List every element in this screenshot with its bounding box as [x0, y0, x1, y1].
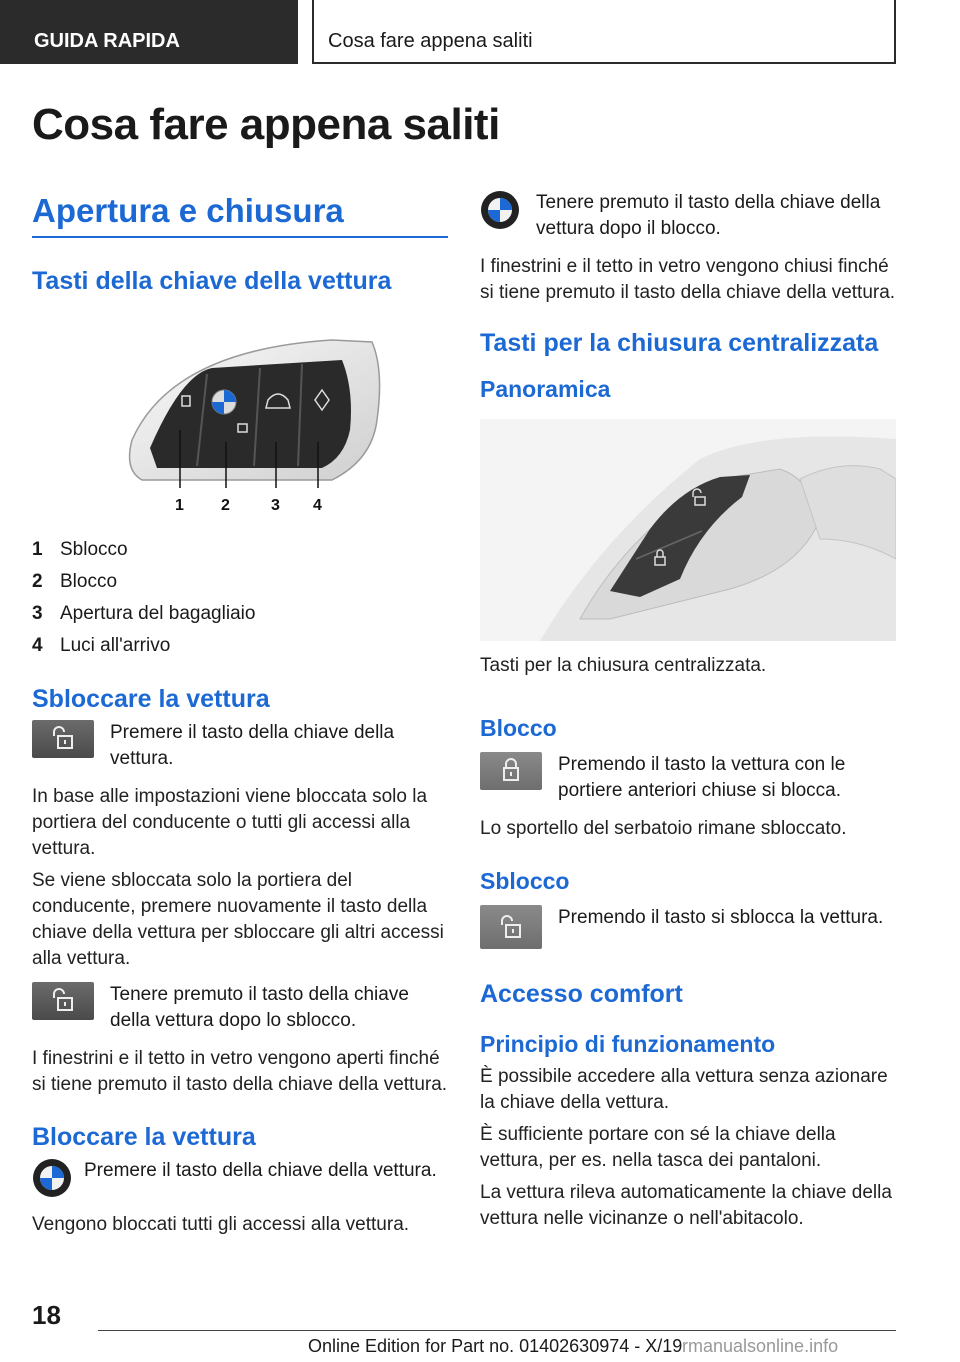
sblocco-heading: Sblocco	[480, 868, 570, 894]
legend-item	[32, 630, 448, 662]
key-buttons-heading: Tasti della chiave della vettura	[32, 267, 392, 295]
figure-number-1: 1	[175, 497, 184, 514]
unlock-paragraph-2: Se viene sbloccata solo la portiera del conducente, premere nuovamente il tasto della chiave della vettura per sbloccare gli altri accessi alla vettura.	[32, 870, 444, 969]
page-number: 18	[32, 1300, 61, 1330]
section-heading-apertura: Apertura e chiusura	[32, 192, 448, 238]
blocco-step	[480, 752, 896, 804]
legend-num: 2	[32, 571, 43, 592]
sblocco-step	[480, 905, 896, 949]
unlock-heading: Sbloccare la vettura	[32, 685, 270, 713]
key-legend	[32, 534, 448, 662]
overview-heading: Panoramica	[480, 376, 611, 402]
comfort-paragraph-3: La vettura rileva automaticamente la chiave della vettura nelle vicinanze o nell'abitacolo.	[480, 1182, 892, 1229]
legend-label: Luci all'arrivo	[60, 635, 171, 656]
central-locking-photo	[480, 419, 896, 641]
key-fob-image	[32, 330, 448, 520]
unlock-step-1	[32, 720, 448, 772]
central-locking-heading: Tasti per la chiusura centralizzata	[480, 329, 879, 357]
blocco-step-text: Premendo il tasto la vettura con le portiere anteriori chiuse si blocca.	[558, 754, 846, 801]
lock-hold-paragraph: I finestrini e il tetto in vetro vengono chiusi finché si tiene premuto il tasto della chiave della vettura.	[480, 256, 896, 303]
unlock-paragraph-1: In base alle impostazioni viene bloccata solo la portiera del conducente o tutti gli accessi alla vettura.	[32, 786, 428, 859]
lock-hold-step	[480, 190, 896, 242]
unlock-step-2	[32, 982, 448, 1034]
legend-label: Blocco	[60, 571, 118, 592]
door-panel-image	[480, 419, 896, 641]
legend-item	[32, 598, 448, 630]
legend-num: 1	[32, 539, 43, 560]
comfort-paragraph-1: È possibile accedere alla vettura senza azionare la chiave della vettura.	[480, 1066, 888, 1113]
comfort-paragraph-2: È sufficiente portare con sé la chiave della vettura, per es. nella tasca dei pantaloni.	[480, 1124, 836, 1171]
unlock-button-icon	[32, 720, 94, 758]
legend-num: 3	[32, 603, 43, 624]
legend-item	[32, 566, 448, 598]
unlock-step-2-text: Tenere premuto il tasto della chiave della vettura dopo lo sblocco.	[110, 984, 409, 1031]
unlock-paragraph-3: I finestrini e il tetto in vetro vengono aperti finché si tiene premuto il tasto della chiave della vettura.	[32, 1048, 448, 1095]
footer-divider	[98, 1330, 896, 1331]
legend-label: Apertura del bagagliaio	[60, 603, 256, 624]
footer-watermark: rmanualsonline.info	[682, 1336, 839, 1356]
left-column	[32, 180, 448, 1238]
sblocco-step-text: Premendo il tasto si sblocca la vettura.	[558, 907, 884, 928]
working-principle-heading: Principio di funzionamento	[480, 1031, 776, 1057]
unlock-button-icon	[480, 905, 542, 949]
blocco-paragraph: Lo sportello del serbatoio rimane sbloccato.	[480, 818, 847, 839]
right-column	[480, 190, 896, 1232]
blocco-heading: Blocco	[480, 715, 557, 741]
lock-step-1-text: Premere il tasto della chiave della vettura.	[84, 1160, 437, 1181]
lock-heading: Bloccare la vettura	[32, 1123, 256, 1151]
legend-label: Sblocco	[60, 539, 128, 560]
comfort-access-heading: Accesso comfort	[480, 980, 683, 1008]
header-section-tab: GUIDA RAPIDA	[0, 0, 298, 64]
bmw-logo-icon	[480, 190, 520, 230]
unlock-step-1-text: Premere il tasto della chiave della vettura.	[110, 722, 395, 769]
legend-num: 4	[32, 635, 43, 656]
key-fob-illustration	[32, 330, 448, 520]
lock-hold-step-text: Tenere premuto il tasto della chiave della vettura dopo il blocco.	[536, 192, 881, 239]
figure-number-3: 3	[271, 497, 280, 514]
unlock-button-icon	[32, 982, 94, 1020]
legend-item	[32, 534, 448, 566]
lock-step-1	[32, 1158, 448, 1198]
header-chapter-tab: Cosa fare appena saliti	[312, 0, 896, 64]
central-locking-caption: Tasti per la chiusura centralizzata.	[480, 655, 767, 676]
page-title: Cosa fare appena saliti	[32, 100, 500, 149]
lock-button-icon	[480, 752, 542, 790]
footer-edition: Online Edition for Part no. 01402630974 - X/19	[308, 1336, 683, 1356]
figure-number-2: 2	[221, 497, 230, 514]
figure-number-4: 4	[313, 497, 322, 514]
bmw-logo-icon	[32, 1158, 72, 1198]
lock-paragraph-1: Vengono bloccati tutti gli accessi alla vettura.	[32, 1214, 410, 1235]
